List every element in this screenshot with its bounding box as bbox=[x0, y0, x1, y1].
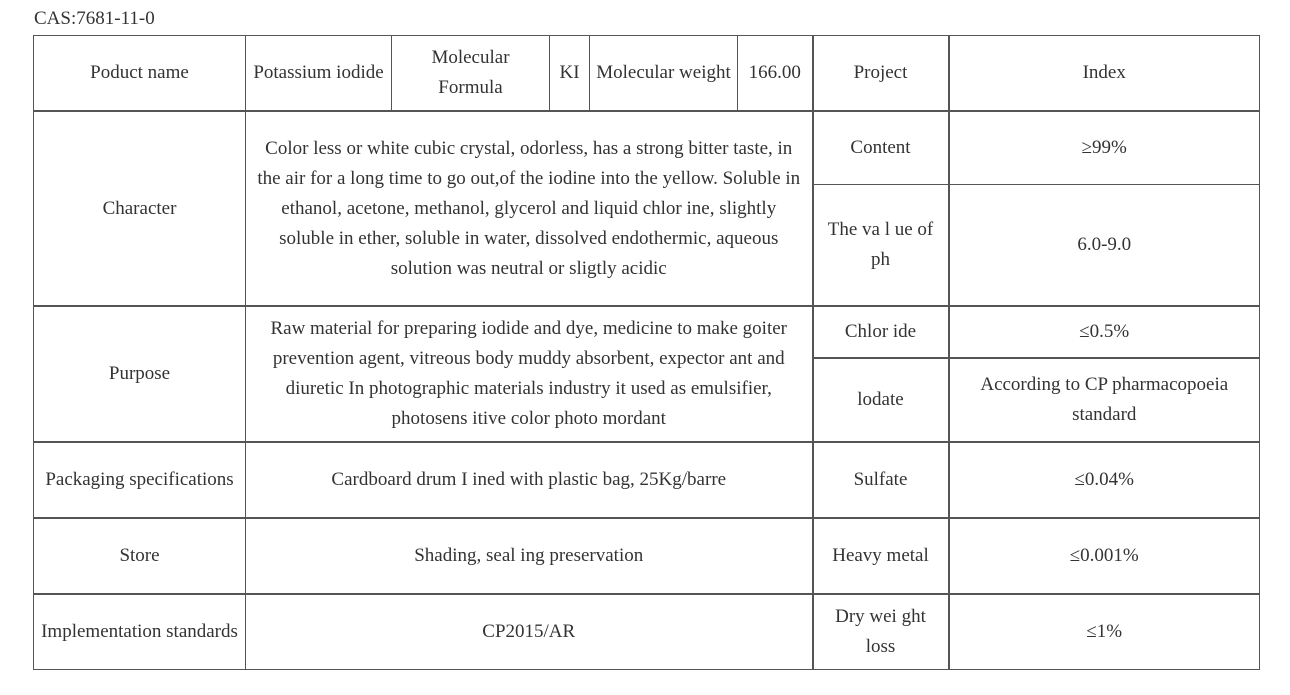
project-header: Project bbox=[813, 36, 949, 112]
spec-project: Heavy metal bbox=[813, 518, 949, 594]
index-header: Index bbox=[949, 36, 1260, 112]
table-row bbox=[34, 111, 1260, 185]
product-name-value: Potassium iodide bbox=[246, 36, 392, 112]
store-label: Store bbox=[34, 518, 246, 594]
header-row bbox=[34, 36, 1260, 112]
weight-label: Molecular weight bbox=[590, 36, 738, 112]
packaging-label: Packaging specifications bbox=[34, 442, 246, 518]
spec-index: 6.0-9.0 bbox=[949, 185, 1260, 307]
implementation-label: Implementation standards bbox=[34, 594, 246, 670]
spec-project: The va l ue of ph bbox=[813, 185, 949, 307]
table-row bbox=[34, 518, 1260, 594]
purpose-label: Purpose bbox=[34, 306, 246, 442]
weight-value: 166.00 bbox=[738, 36, 813, 112]
table-row bbox=[34, 594, 1260, 670]
spec-index: ≤1% bbox=[949, 594, 1260, 670]
table-row bbox=[34, 306, 1260, 358]
product-name-label: Poduct name bbox=[34, 36, 246, 112]
purpose-text: Raw material for preparing iodide and dye, medicine to make goiter prevention agent, vitreous body muddy absorbent, expector ant and diuretic In photographic materials industry it used as emulsifier, photosens itive color photo mordant bbox=[246, 306, 813, 442]
spec-project: Content bbox=[813, 111, 949, 185]
character-label: Character bbox=[34, 111, 246, 306]
packaging-text: Cardboard drum I ined with plastic bag, 25Kg/barre bbox=[246, 442, 813, 518]
spec-index: ≥99% bbox=[949, 111, 1260, 185]
spec-index: According to CP pharmacopoeia standard bbox=[949, 358, 1260, 442]
spec-index: ≤0.04% bbox=[949, 442, 1260, 518]
product-spec-table bbox=[33, 35, 1260, 670]
table-row bbox=[34, 442, 1260, 518]
spec-project: Chlor ide bbox=[813, 306, 949, 358]
implementation-text: CP2015/AR bbox=[246, 594, 813, 670]
character-text: Color less or white cubic crystal, odorless, has a strong bitter taste, in the air for a long time to go out,of the iodine into the yellow. Soluble in ethanol, acetone, methanol, glycerol and liquid chlor ine, slightly soluble in ether, soluble in water, dissolved endothermic, aqueous solution was neutral or sligtly acidic bbox=[246, 111, 813, 306]
spec-index: ≤0.5% bbox=[949, 306, 1260, 358]
store-text: Shading, seal ing preservation bbox=[246, 518, 813, 594]
spec-project: Dry wei ght loss bbox=[813, 594, 949, 670]
cas-number: CAS:7681-11-0 bbox=[34, 8, 155, 29]
formula-label: Molecular Formula bbox=[392, 36, 550, 112]
spec-project: lodate bbox=[813, 358, 949, 442]
spec-index: ≤0.001% bbox=[949, 518, 1260, 594]
formula-value: KI bbox=[550, 36, 590, 112]
spec-project: Sulfate bbox=[813, 442, 949, 518]
